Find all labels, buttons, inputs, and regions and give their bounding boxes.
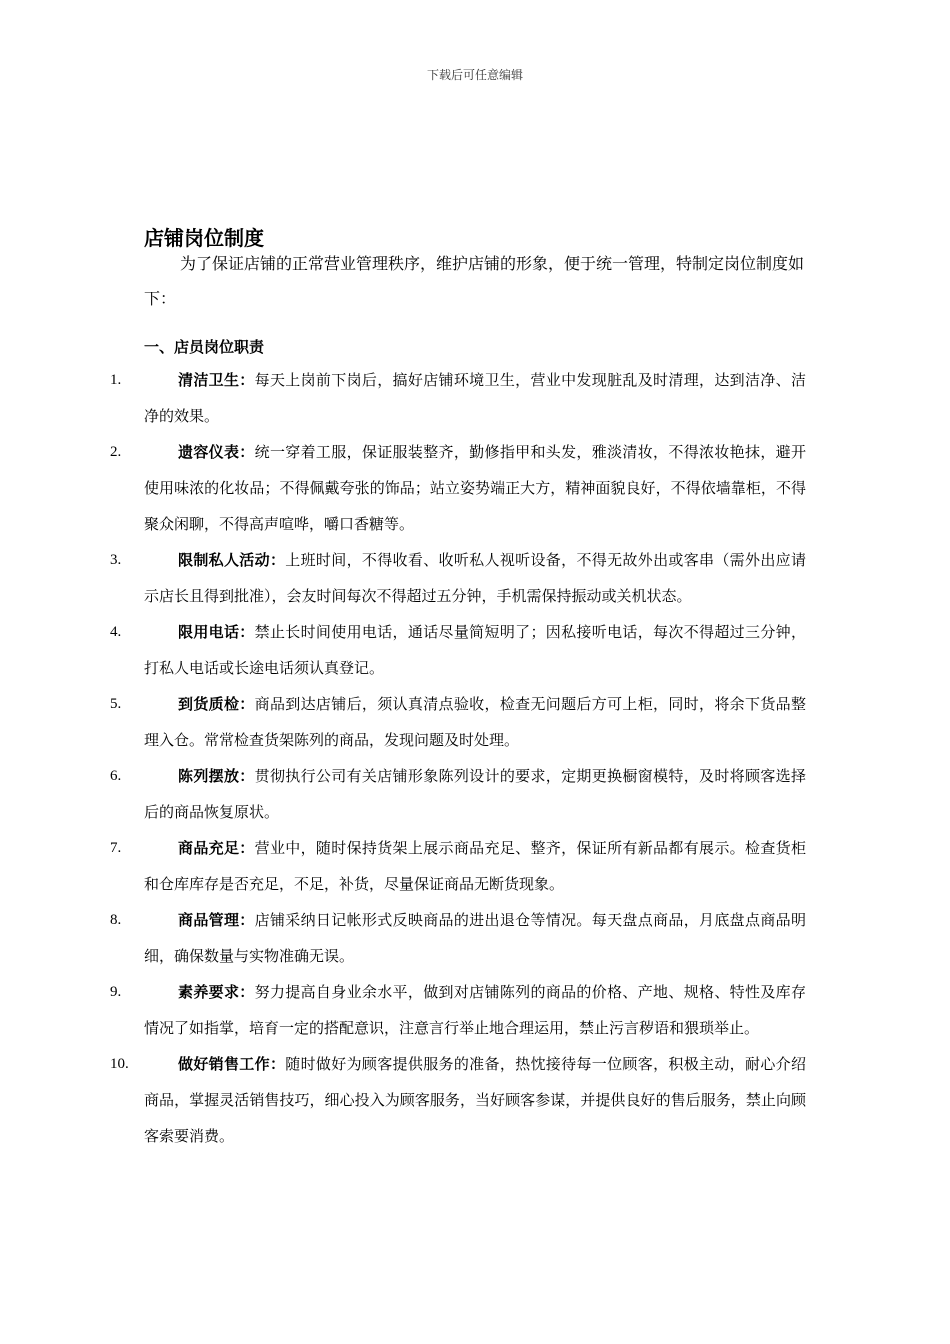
duty-text-block <box>144 1046 806 1154</box>
duty-text-block <box>144 362 806 434</box>
duty-number: 10. <box>110 1056 129 1072</box>
duty-description: 营业中，随时保持货架上展示商品充足、整齐，保证所有新品都有展示。检查货柜和仓库库存是否充足，不足，补货，尽量保证商品无断货现象。 <box>144 839 806 893</box>
duty-number: 7. <box>110 840 122 856</box>
duty-number: 4. <box>110 624 122 640</box>
duty-label: 商品充足： <box>178 839 255 857</box>
duty-description: 努力提高自身业余水平，做到对店铺陈列的商品的价格、产地、规格、特性及库存情况了如指掌，培育一定的搭配意识，注意言行举止地合理运用，禁止污言秽语和猥琐举止。 <box>144 983 806 1037</box>
duty-description: 店铺采纳日记帐形式反映商品的进出退仓等情况。每天盘点商品，月底盘点商品明细，确保数量与实物准确无误。 <box>144 911 806 965</box>
duty-description: 每天上岗前下岗后，搞好店铺环境卫生，营业中发现脏乱及时清理，达到洁净、洁净的效果。 <box>144 371 806 425</box>
section-heading: 一、店员岗位职责 <box>144 338 265 356</box>
duty-number: 8. <box>110 912 122 928</box>
duty-label: 遗容仪表： <box>178 443 255 461</box>
duty-item <box>0 974 806 1046</box>
page-title: 店铺岗位制度 <box>144 226 264 250</box>
duty-number: 1. <box>110 372 122 388</box>
duty-item <box>0 758 806 830</box>
duty-description: 商品到达店铺后，须认真清点验收，检查无问题后方可上柜，同时，将余下货品整理入仓。常常检查货架陈列的商品，发现问题及时处理。 <box>144 695 806 749</box>
duty-item <box>0 1046 806 1154</box>
duty-item <box>0 434 806 542</box>
duty-label: 限制私人活动： <box>178 551 286 569</box>
duty-item <box>0 362 806 434</box>
duty-item <box>0 686 806 758</box>
duty-item <box>0 542 806 614</box>
duty-description: 上班时间，不得收看、收听私人视听设备，不得无故外出或客串（需外出应请示店长且得到批准），会友时间每次不得超过五分钟，手机需保持振动或关机状态。 <box>144 551 806 605</box>
duty-label: 陈列摆放： <box>178 767 255 785</box>
duty-label: 做好销售工作： <box>178 1055 286 1073</box>
duty-text-block <box>144 830 806 902</box>
duty-number: 9. <box>110 984 122 1000</box>
duty-description: 随时做好为顾客提供服务的准备，热忱接待每一位顾客，积极主动，耐心介绍商品，掌握灵活销售技巧，细心投入为顾客服务，当好顾客参谋，并提供良好的售后服务，禁止向顾客索要消费。 <box>144 1055 806 1145</box>
duty-description: 贯彻执行公司有关店铺形象陈列设计的要求，定期更换橱窗模特，及时将顾客选择后的商品恢复原状。 <box>144 767 806 821</box>
duty-label: 清洁卫生： <box>178 371 255 389</box>
duty-text-block <box>144 686 806 758</box>
duty-text-block <box>144 902 806 974</box>
duty-label: 素养要求： <box>178 983 255 1001</box>
duty-number: 6. <box>110 768 122 784</box>
duty-description: 禁止长时间使用电话，通话尽量简短明了；因私接听电话，每次不得超过三分钟，打私人电话或长途电话须认真登记。 <box>144 623 806 677</box>
duty-description: 统一穿着工服，保证服装整齐，勤修指甲和头发，雅淡清妆，不得浓妆艳抹，避开使用味浓的化妆品；不得佩戴夸张的饰品；站立姿势端正大方，精神面貌良好，不得依墙靠柜，不得聚众闲聊，不得高声喧哗，嚼口香糖等。 <box>144 443 806 533</box>
duty-item <box>0 614 806 686</box>
duty-text-block <box>144 614 806 686</box>
duty-text-block <box>144 974 806 1046</box>
duty-text-block <box>144 542 806 614</box>
duty-text-block <box>144 434 806 542</box>
duty-number: 5. <box>110 696 122 712</box>
duty-label: 商品管理： <box>178 911 255 929</box>
intro-paragraph: 为了保证店铺的正常营业管理秩序，维护店铺的形象，便于统一管理，特制定岗位制度如下： <box>144 254 805 308</box>
header-note: 下载后可任意编辑 <box>426 68 523 82</box>
duty-list <box>0 362 950 1154</box>
duty-number: 3. <box>110 552 122 568</box>
duty-label: 限用电话： <box>178 623 255 641</box>
duty-number: 2. <box>110 444 122 460</box>
duty-label: 到货质检： <box>178 695 255 713</box>
duty-item <box>0 830 806 902</box>
duty-item <box>0 902 806 974</box>
duty-text-block <box>144 758 806 830</box>
